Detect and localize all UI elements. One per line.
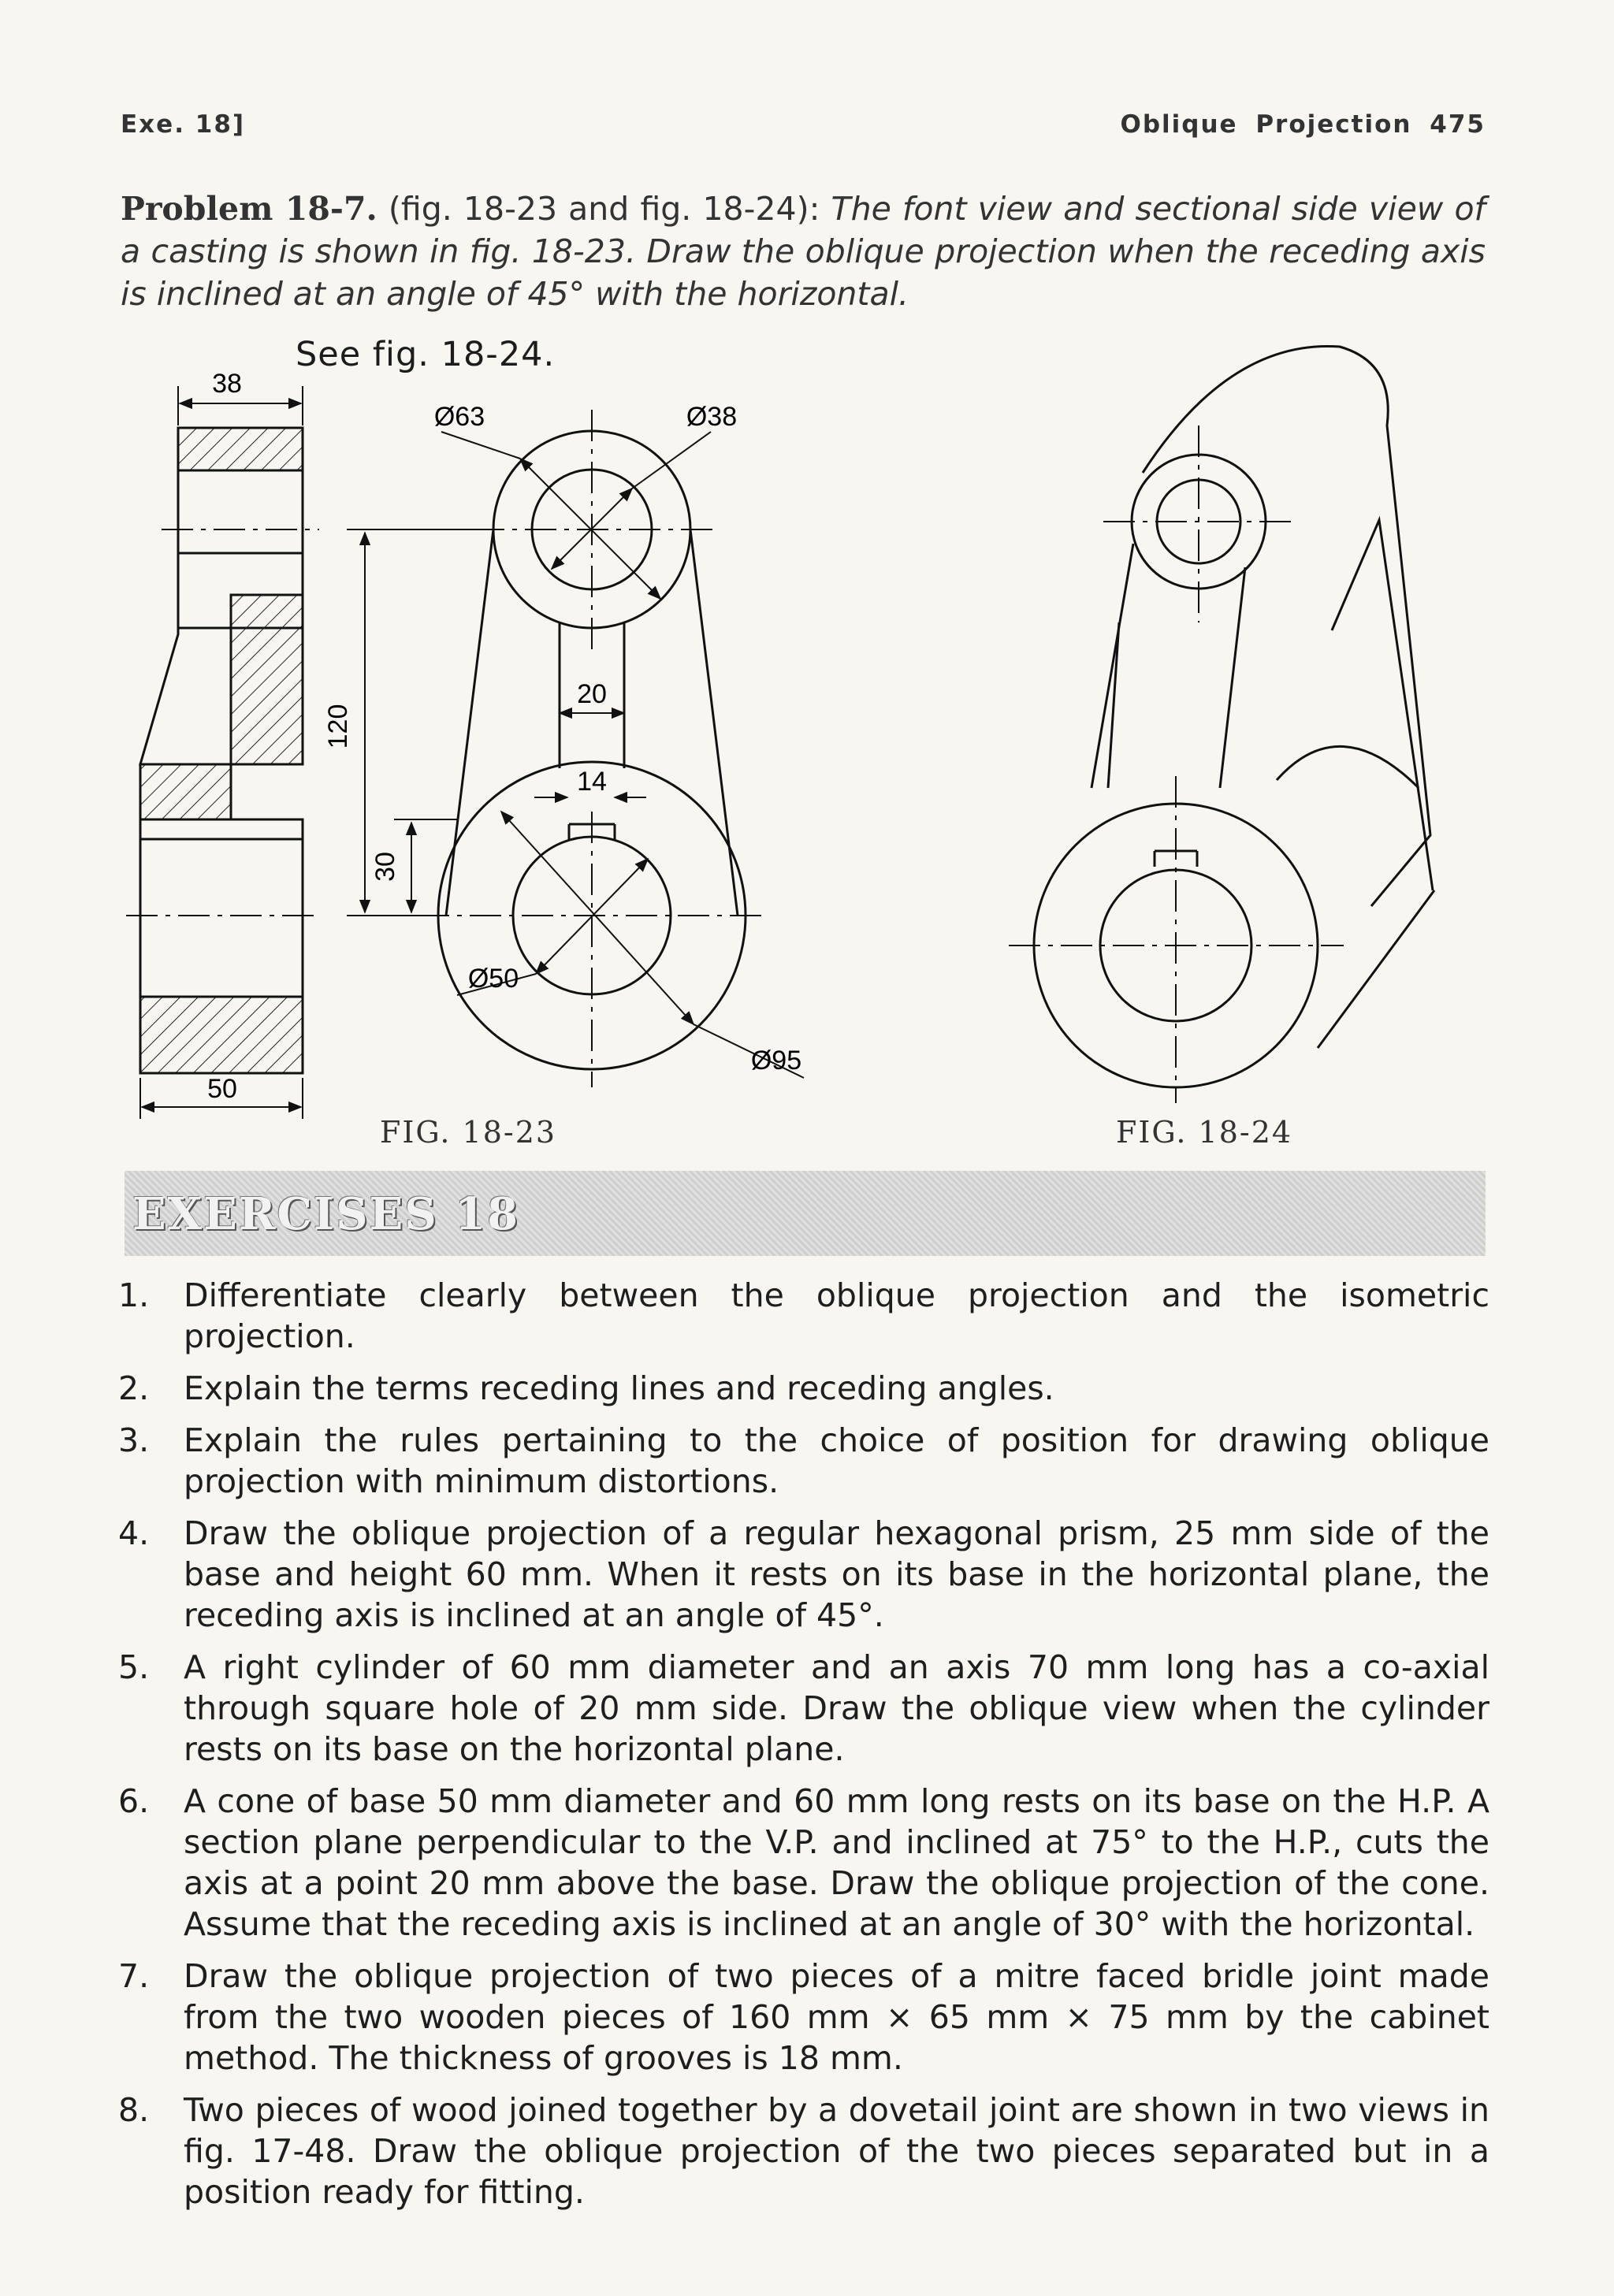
figure-caption-18-24: FIG. 18-24 [1116,1115,1293,1150]
exercise-item [118,1781,1489,1945]
exercise-number: 4. [118,1514,150,1552]
exercise-number: 1. [118,1276,150,1314]
exercises-title: EXERCISES 18 [132,1188,520,1240]
exercise-number: 7. [118,1957,150,1995]
exercise-text: Explain the rules pertaining to the choice of position for drawing oblique projection with minimum distortions. [184,1421,1489,1500]
exercise-item [118,1647,1489,1770]
running-head-title-page: Oblique Projection 475 [1120,110,1486,139]
see-figure-note: See fig. 18-24. [296,335,556,374]
exercise-number: 3. [118,1421,150,1459]
exercise-item [118,1368,1489,1409]
exercise-text: Differentiate clearly between the oblique projection and the isometric projection. [184,1276,1489,1355]
figure-caption-18-23: FIG. 18-23 [380,1115,557,1150]
exercise-item [118,2090,1489,2212]
exercise-item [118,1513,1489,1636]
dim-50: 50 [207,1074,237,1104]
exercise-text: Draw the oblique projection of a regular hexagonal prism, 25 mm side of the base and height 60 mm. When it rests on its base in the horizontal plane, the receding axis is inclined at an angle of 45°. [184,1514,1489,1634]
exercise-text: Explain the terms receding lines and receding angles. [184,1369,1054,1407]
oblique-view [1009,346,1434,1103]
problem-text: The font view and sectional side view of a casting is shown in fig. 18-23. Draw the oblique projection when the receding axis is inclined at an angle of 45° with the horizontal. [121,190,1486,313]
problem-figure-ref: (fig. 18-23 and fig. 18-24): [377,190,831,228]
exercise-list [118,1275,1489,2224]
dim-dia-50: Ø50 [467,964,519,994]
exercise-text: Draw the oblique projection of two pieces of a mitre faced bridle joint made from the two wooden pieces of 160 mm × 65 mm × 75 mm by the cabinet method. The thickness of grooves is 18 mm. [184,1957,1489,2077]
exercise-item [118,1420,1489,1502]
dim-120: 120 [323,704,353,749]
running-head-chapter: Exe. 18] [121,110,246,139]
dim-38: 38 [212,369,242,399]
exercise-number: 2. [118,1369,150,1407]
dim-14: 14 [577,767,607,797]
dim-dia-63: Ø63 [433,402,485,432]
dim-30: 30 [370,852,400,882]
problem-label: Problem 18-7. [121,190,377,228]
exercise-number: 8. [118,2091,150,2129]
front-view [347,410,804,1087]
dim-dia-38: Ø38 [686,402,738,432]
side-view-section [126,386,319,1119]
dim-20: 20 [577,679,607,709]
exercise-text: A right cylinder of 60 mm diameter and an axis 70 mm long has a co-axial through square hole of 20 mm side. Draw the oblique view when the cylinder rests on its base on the horizontal plane. [184,1648,1489,1768]
exercise-item [118,1275,1489,1357]
exercise-number: 6. [118,1782,150,1820]
exercise-item [118,1956,1489,2079]
exercise-text: A cone of base 50 mm diameter and 60 mm long rests on its base on the H.P. A section plane perpendicular to the V.P. and inclined at 75° to the H.P., cuts the axis at a point 20 mm above the base. Draw the oblique projection of the cone. Assume that the receding axis is inclined at an angle of 30° with the horizontal. [184,1782,1489,1943]
dim-dia-95: Ø95 [750,1046,802,1076]
exercise-number: 5. [118,1648,150,1686]
exercise-text: Two pieces of wood joined together by a dovetail joint are shown in two views in fig. 17-48. Draw the oblique projection of the two pieces separated but in a position ready for fitting. [184,2091,1489,2211]
